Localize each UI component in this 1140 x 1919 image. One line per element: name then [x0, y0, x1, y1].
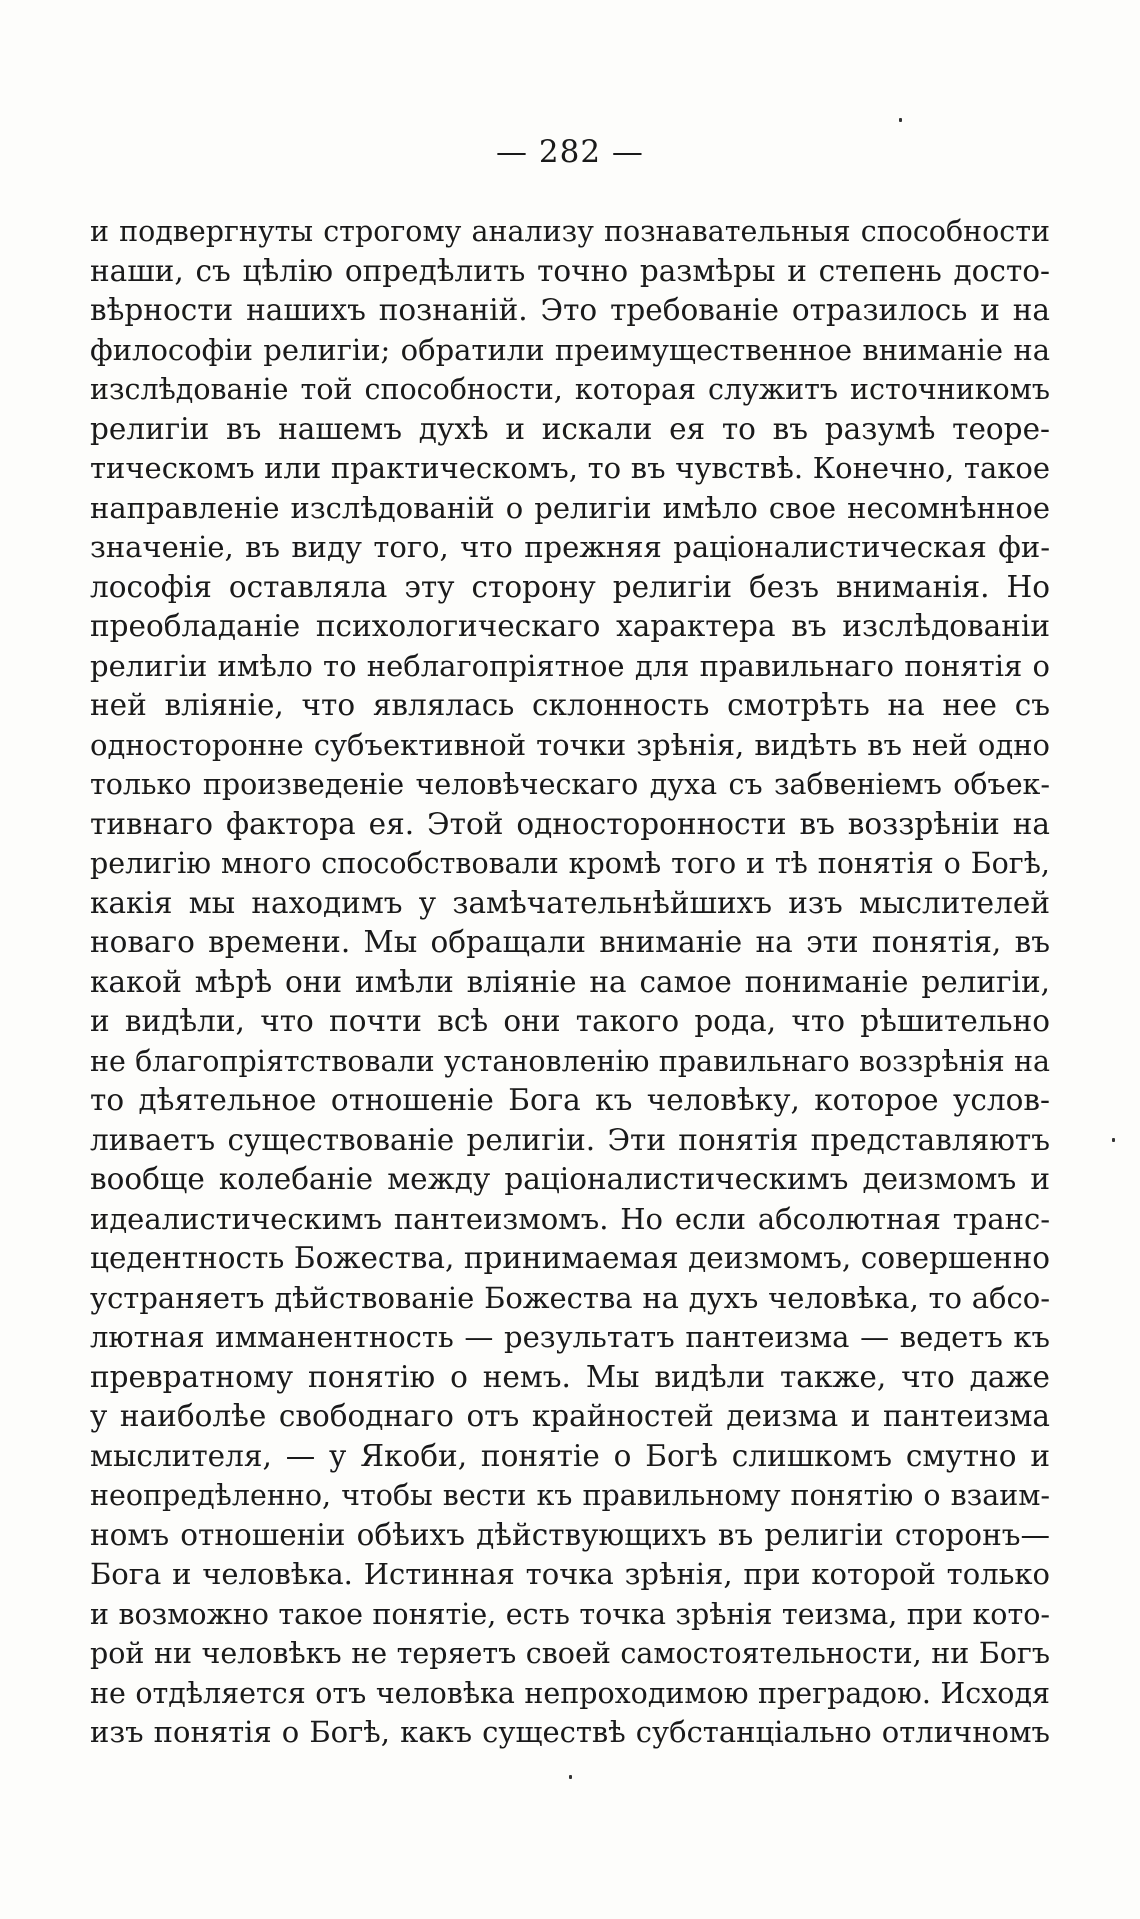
text-line: и подвергнуты строгому анализу познавательныя способности: [90, 215, 1050, 248]
page-number: — 282 —: [496, 134, 644, 170]
text-line: религіи въ нашемъ духѣ и искали ея то въ разумѣ теоре-: [90, 411, 1050, 446]
text-line: какія мы находимъ у замѣчательнѣйшихъ изъ мыслителей: [90, 885, 1050, 920]
text-line: вообще колебаніе между раціоналистическимъ деизмомъ и: [90, 1162, 1050, 1196]
text-line: идеалистическимъ пантеизмомъ. Но если абсолютная транс-: [90, 1201, 1050, 1236]
text-line: односторонне субъективной точки зрѣнія, видѣть въ ней одно: [90, 727, 1050, 762]
text-line: и возможно такое понятіе, есть точка зрѣнія теизма, при кото-: [90, 1597, 1050, 1631]
text-line: лософія оставляла эту сторону религіи безъ вниманія. Но: [90, 569, 1050, 604]
text-line: изъ понятія о Богѣ, какъ существѣ субстанціально отличномъ: [90, 1715, 1050, 1749]
text-line: то дѣятельное отношеніе Бога къ человѣку, которое услов-: [90, 1083, 1050, 1117]
text-line: устраняетъ дѣйствованіе Божества на духъ человѣка, то абсо-: [90, 1280, 1050, 1315]
text-line: у наиболѣе свободнаго отъ крайностей деизма и пантеизма: [90, 1399, 1050, 1433]
text-line: номъ отношеніи обѣихъ дѣйствующихъ въ религіи сторонъ—: [90, 1517, 1050, 1552]
scan-speck: [899, 118, 902, 122]
text-line: изслѣдованіе той способности, которая служитъ источникомъ: [90, 373, 1050, 406]
text-line: религію много способствовали кромѣ того и тѣ понятія о Богѣ,: [90, 847, 1050, 880]
text-line: какой мѣрѣ они имѣли вліяніе на самое пониманіе религіи,: [90, 964, 1050, 999]
text-line: только произведеніе человѣческаго духа съ забвеніемъ объек-: [90, 768, 1050, 801]
text-line: новаго времени. Мы обращали вниманіе на эти понятія, въ: [90, 925, 1050, 959]
text-line: наши, съ цѣлію опредѣлить точно размѣры и степень досто-: [90, 253, 1050, 288]
text-line: тическомъ или практическомъ, то въ чувствѣ. Конечно, такое: [90, 451, 1050, 485]
text-line: философіи религіи; обратили преимущественное вниманіе на: [90, 332, 1050, 367]
text-line: не благопріятствовали установленію правильнаго воззрѣнія на: [90, 1044, 1050, 1078]
text-line: Бога и человѣка. Истинная точка зрѣнія, при которой только: [90, 1557, 1050, 1591]
text-line: тивнаго фактора ея. Этой односторонности въ воззрѣніи на: [90, 806, 1050, 841]
text-line: не отдѣляется отъ человѣка непроходимою преградою. Исходя: [90, 1676, 1050, 1710]
text-line: рой ни человѣкъ не теряетъ своей самостоятельности, ни Богъ: [90, 1637, 1050, 1670]
scan-speck: [1112, 1138, 1115, 1142]
text-line: неопредѣленно, чтобы вести къ правильному понятію о взаим-: [90, 1479, 1050, 1512]
text-line: и видѣли, что почти всѣ они такого рода, что рѣшительно: [90, 1004, 1050, 1038]
text-line: религіи имѣло то неблагопріятное для правильнаго понятія о: [90, 648, 1050, 683]
text-line: превратному понятію о немъ. Мы видѣли также, что даже: [90, 1359, 1050, 1394]
scan-speck: [569, 1775, 572, 1779]
text-line: цедентность Божества, принимаемая деизмомъ, совершенно: [90, 1241, 1050, 1275]
text-line: ливаетъ существованіе религіи. Эти понятія представляютъ: [90, 1122, 1050, 1157]
text-line: ней вліяніе, что являлась склонность смотрѣть на нее съ: [90, 688, 1050, 722]
text-line: мыслителя, — у Якоби, понятіе о Богѣ слишкомъ смутно и: [90, 1438, 1050, 1473]
text-line: преобладаніе психологическаго характера въ изслѣдованіи: [90, 609, 1050, 643]
text-line: направленіе изслѣдованій о религіи имѣло свое несомнѣнное: [90, 490, 1050, 525]
body-text: [90, 212, 1050, 1753]
text-line: лютная имманентность — результатъ пантеизма — ведетъ къ: [90, 1320, 1050, 1354]
text-line: значеніе, въ виду того, что прежняя раціоналистическая фи-: [90, 530, 1050, 564]
text-line: вѣрности нашихъ познаній. Это требованіе отразилось и на: [90, 293, 1050, 327]
